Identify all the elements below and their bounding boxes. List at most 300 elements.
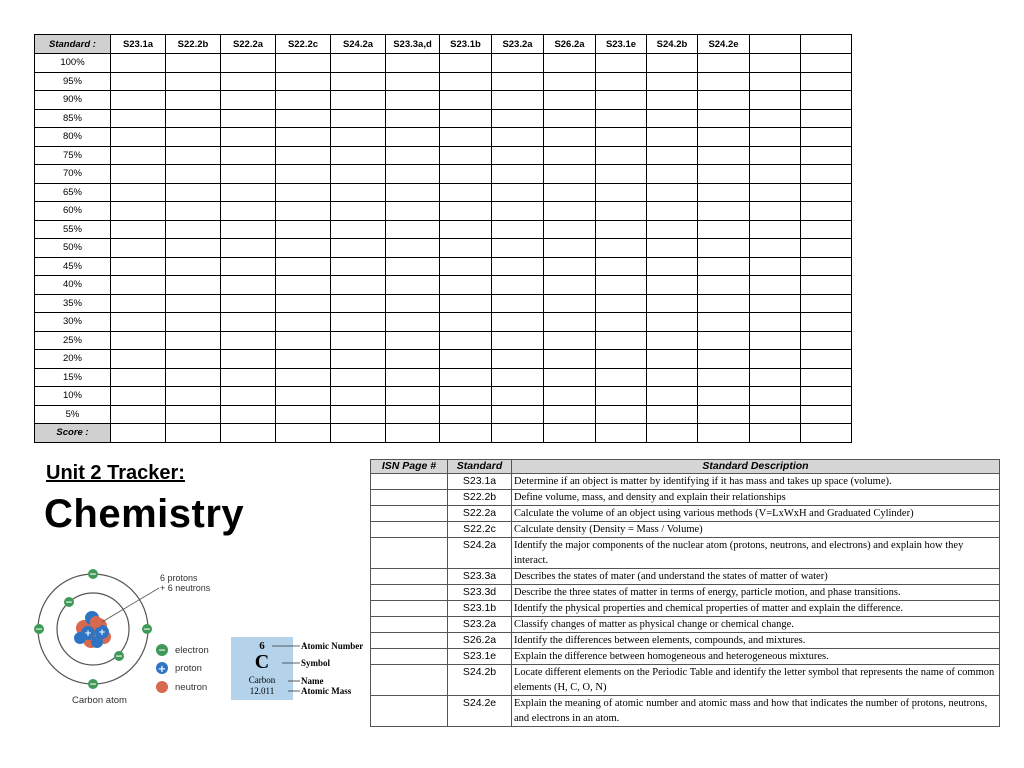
grid-score-cell[interactable] — [386, 146, 440, 165]
grid-score-cell[interactable] — [276, 165, 331, 184]
grid-score-cell[interactable] — [221, 146, 276, 165]
grid-score-cell[interactable] — [544, 72, 596, 91]
grid-score-cell[interactable] — [647, 350, 698, 369]
grid-score-cell[interactable] — [440, 220, 492, 239]
grid-score-cell[interactable] — [166, 313, 221, 332]
grid-score-cell[interactable] — [166, 165, 221, 184]
grid-final-score-cell[interactable] — [801, 424, 852, 443]
grid-score-cell[interactable] — [331, 331, 386, 350]
grid-score-cell[interactable] — [111, 220, 166, 239]
grid-score-cell[interactable] — [698, 165, 750, 184]
grid-score-cell[interactable] — [166, 220, 221, 239]
grid-final-score-cell[interactable] — [544, 424, 596, 443]
grid-score-cell[interactable] — [276, 368, 331, 387]
grid-score-cell[interactable] — [331, 146, 386, 165]
grid-score-cell[interactable] — [386, 109, 440, 128]
grid-score-cell[interactable] — [276, 202, 331, 221]
grid-score-cell[interactable] — [492, 128, 544, 147]
grid-score-cell[interactable] — [331, 109, 386, 128]
grid-score-cell[interactable] — [111, 91, 166, 110]
grid-score-cell[interactable] — [698, 109, 750, 128]
grid-final-score-cell[interactable] — [331, 424, 386, 443]
grid-score-cell[interactable] — [440, 276, 492, 295]
grid-score-cell[interactable] — [221, 165, 276, 184]
grid-score-cell[interactable] — [221, 202, 276, 221]
isn-page-cell[interactable] — [371, 665, 448, 696]
grid-score-cell[interactable] — [596, 276, 647, 295]
grid-score-cell[interactable] — [221, 91, 276, 110]
grid-score-cell[interactable] — [221, 128, 276, 147]
grid-score-cell[interactable] — [698, 72, 750, 91]
grid-score-cell[interactable] — [492, 220, 544, 239]
grid-score-cell[interactable] — [386, 294, 440, 313]
grid-score-cell[interactable] — [166, 294, 221, 313]
grid-score-cell[interactable] — [440, 239, 492, 258]
grid-score-cell[interactable] — [221, 405, 276, 424]
grid-score-cell[interactable] — [596, 294, 647, 313]
grid-score-cell[interactable] — [386, 128, 440, 147]
grid-score-cell[interactable] — [386, 239, 440, 258]
grid-score-cell[interactable] — [492, 368, 544, 387]
grid-score-cell[interactable] — [221, 368, 276, 387]
grid-score-cell[interactable] — [801, 91, 852, 110]
grid-score-cell[interactable] — [596, 331, 647, 350]
grid-score-cell[interactable] — [750, 91, 801, 110]
grid-score-cell[interactable] — [166, 387, 221, 406]
grid-score-cell[interactable] — [331, 313, 386, 332]
grid-score-cell[interactable] — [276, 313, 331, 332]
grid-score-cell[interactable] — [440, 387, 492, 406]
grid-score-cell[interactable] — [166, 128, 221, 147]
grid-score-cell[interactable] — [440, 72, 492, 91]
grid-score-cell[interactable] — [331, 54, 386, 73]
grid-score-cell[interactable] — [750, 257, 801, 276]
grid-score-cell[interactable] — [111, 146, 166, 165]
isn-page-cell[interactable] — [371, 601, 448, 617]
isn-page-cell[interactable] — [371, 585, 448, 601]
grid-score-cell[interactable] — [698, 405, 750, 424]
grid-score-cell[interactable] — [276, 72, 331, 91]
grid-score-cell[interactable] — [492, 257, 544, 276]
grid-score-cell[interactable] — [331, 220, 386, 239]
grid-score-cell[interactable] — [801, 257, 852, 276]
grid-score-cell[interactable] — [111, 128, 166, 147]
grid-score-cell[interactable] — [698, 91, 750, 110]
grid-score-cell[interactable] — [544, 146, 596, 165]
grid-score-cell[interactable] — [647, 331, 698, 350]
grid-score-cell[interactable] — [386, 220, 440, 239]
grid-score-cell[interactable] — [801, 331, 852, 350]
grid-score-cell[interactable] — [698, 276, 750, 295]
grid-score-cell[interactable] — [111, 331, 166, 350]
grid-score-cell[interactable] — [166, 202, 221, 221]
grid-score-cell[interactable] — [276, 294, 331, 313]
grid-score-cell[interactable] — [544, 239, 596, 258]
grid-score-cell[interactable] — [386, 387, 440, 406]
grid-score-cell[interactable] — [801, 276, 852, 295]
grid-score-cell[interactable] — [111, 109, 166, 128]
grid-score-cell[interactable] — [331, 368, 386, 387]
grid-score-cell[interactable] — [750, 165, 801, 184]
grid-score-cell[interactable] — [276, 220, 331, 239]
grid-score-cell[interactable] — [698, 220, 750, 239]
grid-score-cell[interactable] — [492, 202, 544, 221]
grid-score-cell[interactable] — [111, 368, 166, 387]
grid-score-cell[interactable] — [801, 109, 852, 128]
grid-score-cell[interactable] — [750, 202, 801, 221]
grid-score-cell[interactable] — [440, 257, 492, 276]
grid-score-cell[interactable] — [166, 109, 221, 128]
grid-score-cell[interactable] — [750, 294, 801, 313]
grid-score-cell[interactable] — [440, 128, 492, 147]
grid-final-score-cell[interactable] — [750, 424, 801, 443]
grid-score-cell[interactable] — [440, 350, 492, 369]
grid-score-cell[interactable] — [750, 239, 801, 258]
grid-score-cell[interactable] — [492, 387, 544, 406]
grid-score-cell[interactable] — [596, 368, 647, 387]
grid-score-cell[interactable] — [698, 368, 750, 387]
grid-final-score-cell[interactable] — [276, 424, 331, 443]
grid-score-cell[interactable] — [750, 350, 801, 369]
grid-score-cell[interactable] — [492, 313, 544, 332]
grid-score-cell[interactable] — [221, 183, 276, 202]
grid-score-cell[interactable] — [647, 276, 698, 295]
grid-score-cell[interactable] — [276, 109, 331, 128]
grid-score-cell[interactable] — [221, 220, 276, 239]
grid-score-cell[interactable] — [750, 331, 801, 350]
grid-score-cell[interactable] — [386, 54, 440, 73]
grid-score-cell[interactable] — [801, 128, 852, 147]
grid-score-cell[interactable] — [166, 54, 221, 73]
grid-score-cell[interactable] — [440, 165, 492, 184]
grid-score-cell[interactable] — [647, 313, 698, 332]
grid-score-cell[interactable] — [596, 387, 647, 406]
grid-score-cell[interactable] — [698, 294, 750, 313]
grid-score-cell[interactable] — [276, 331, 331, 350]
grid-score-cell[interactable] — [166, 276, 221, 295]
isn-page-cell[interactable] — [371, 569, 448, 585]
grid-score-cell[interactable] — [596, 405, 647, 424]
grid-score-cell[interactable] — [386, 183, 440, 202]
grid-score-cell[interactable] — [647, 128, 698, 147]
grid-score-cell[interactable] — [801, 405, 852, 424]
grid-score-cell[interactable] — [221, 350, 276, 369]
isn-page-cell[interactable] — [371, 649, 448, 665]
grid-score-cell[interactable] — [221, 72, 276, 91]
grid-score-cell[interactable] — [221, 109, 276, 128]
grid-score-cell[interactable] — [647, 202, 698, 221]
grid-final-score-cell[interactable] — [647, 424, 698, 443]
grid-score-cell[interactable] — [544, 350, 596, 369]
grid-score-cell[interactable] — [386, 257, 440, 276]
grid-score-cell[interactable] — [750, 405, 801, 424]
grid-score-cell[interactable] — [331, 183, 386, 202]
grid-score-cell[interactable] — [331, 91, 386, 110]
grid-score-cell[interactable] — [647, 109, 698, 128]
grid-final-score-cell[interactable] — [492, 424, 544, 443]
grid-score-cell[interactable] — [440, 183, 492, 202]
grid-score-cell[interactable] — [647, 146, 698, 165]
grid-score-cell[interactable] — [750, 109, 801, 128]
grid-score-cell[interactable] — [492, 183, 544, 202]
grid-score-cell[interactable] — [801, 183, 852, 202]
grid-score-cell[interactable] — [492, 146, 544, 165]
grid-final-score-cell[interactable] — [221, 424, 276, 443]
grid-score-cell[interactable] — [440, 331, 492, 350]
grid-score-cell[interactable] — [801, 294, 852, 313]
grid-score-cell[interactable] — [111, 165, 166, 184]
grid-score-cell[interactable] — [647, 257, 698, 276]
grid-score-cell[interactable] — [750, 54, 801, 73]
grid-score-cell[interactable] — [492, 276, 544, 295]
grid-score-cell[interactable] — [544, 405, 596, 424]
grid-final-score-cell[interactable] — [166, 424, 221, 443]
grid-score-cell[interactable] — [647, 239, 698, 258]
grid-score-cell[interactable] — [276, 239, 331, 258]
grid-score-cell[interactable] — [596, 54, 647, 73]
grid-score-cell[interactable] — [492, 405, 544, 424]
grid-score-cell[interactable] — [221, 387, 276, 406]
grid-score-cell[interactable] — [111, 350, 166, 369]
grid-final-score-cell[interactable] — [698, 424, 750, 443]
grid-score-cell[interactable] — [596, 202, 647, 221]
grid-score-cell[interactable] — [698, 257, 750, 276]
grid-final-score-cell[interactable] — [440, 424, 492, 443]
isn-page-cell[interactable] — [371, 522, 448, 538]
grid-score-cell[interactable] — [750, 128, 801, 147]
grid-score-cell[interactable] — [440, 146, 492, 165]
grid-score-cell[interactable] — [386, 405, 440, 424]
grid-score-cell[interactable] — [111, 257, 166, 276]
grid-score-cell[interactable] — [221, 313, 276, 332]
isn-page-cell[interactable] — [371, 633, 448, 649]
grid-score-cell[interactable] — [544, 165, 596, 184]
grid-score-cell[interactable] — [750, 146, 801, 165]
grid-score-cell[interactable] — [492, 91, 544, 110]
grid-score-cell[interactable] — [544, 109, 596, 128]
grid-score-cell[interactable] — [544, 387, 596, 406]
grid-score-cell[interactable] — [801, 165, 852, 184]
grid-score-cell[interactable] — [596, 72, 647, 91]
grid-score-cell[interactable] — [596, 220, 647, 239]
grid-score-cell[interactable] — [440, 405, 492, 424]
grid-score-cell[interactable] — [750, 72, 801, 91]
grid-score-cell[interactable] — [647, 387, 698, 406]
grid-score-cell[interactable] — [276, 183, 331, 202]
grid-score-cell[interactable] — [544, 183, 596, 202]
isn-page-cell[interactable] — [371, 490, 448, 506]
grid-score-cell[interactable] — [596, 257, 647, 276]
grid-score-cell[interactable] — [166, 146, 221, 165]
grid-score-cell[interactable] — [698, 331, 750, 350]
grid-score-cell[interactable] — [647, 72, 698, 91]
isn-page-cell[interactable] — [371, 617, 448, 633]
grid-score-cell[interactable] — [698, 54, 750, 73]
grid-score-cell[interactable] — [698, 128, 750, 147]
grid-score-cell[interactable] — [331, 405, 386, 424]
grid-score-cell[interactable] — [331, 72, 386, 91]
grid-score-cell[interactable] — [750, 220, 801, 239]
grid-score-cell[interactable] — [276, 276, 331, 295]
grid-score-cell[interactable] — [544, 202, 596, 221]
grid-score-cell[interactable] — [111, 183, 166, 202]
grid-score-cell[interactable] — [276, 91, 331, 110]
grid-score-cell[interactable] — [111, 405, 166, 424]
grid-score-cell[interactable] — [750, 183, 801, 202]
isn-page-cell[interactable] — [371, 538, 448, 569]
grid-score-cell[interactable] — [647, 91, 698, 110]
grid-score-cell[interactable] — [801, 220, 852, 239]
grid-score-cell[interactable] — [492, 294, 544, 313]
grid-score-cell[interactable] — [596, 313, 647, 332]
grid-score-cell[interactable] — [386, 331, 440, 350]
grid-score-cell[interactable] — [111, 72, 166, 91]
grid-score-cell[interactable] — [386, 276, 440, 295]
grid-score-cell[interactable] — [386, 91, 440, 110]
grid-score-cell[interactable] — [111, 202, 166, 221]
grid-score-cell[interactable] — [111, 387, 166, 406]
grid-score-cell[interactable] — [166, 91, 221, 110]
grid-score-cell[interactable] — [698, 387, 750, 406]
grid-score-cell[interactable] — [544, 257, 596, 276]
grid-score-cell[interactable] — [647, 294, 698, 313]
grid-score-cell[interactable] — [386, 350, 440, 369]
grid-score-cell[interactable] — [596, 165, 647, 184]
grid-score-cell[interactable] — [440, 313, 492, 332]
grid-score-cell[interactable] — [276, 405, 331, 424]
grid-score-cell[interactable] — [544, 368, 596, 387]
grid-score-cell[interactable] — [331, 276, 386, 295]
grid-score-cell[interactable] — [111, 54, 166, 73]
grid-score-cell[interactable] — [386, 313, 440, 332]
grid-score-cell[interactable] — [331, 294, 386, 313]
grid-score-cell[interactable] — [544, 331, 596, 350]
grid-score-cell[interactable] — [544, 128, 596, 147]
grid-score-cell[interactable] — [647, 405, 698, 424]
grid-score-cell[interactable] — [276, 350, 331, 369]
grid-score-cell[interactable] — [331, 202, 386, 221]
grid-score-cell[interactable] — [276, 128, 331, 147]
grid-score-cell[interactable] — [386, 72, 440, 91]
grid-score-cell[interactable] — [276, 54, 331, 73]
grid-score-cell[interactable] — [111, 239, 166, 258]
grid-score-cell[interactable] — [492, 239, 544, 258]
grid-score-cell[interactable] — [440, 368, 492, 387]
grid-score-cell[interactable] — [698, 146, 750, 165]
grid-score-cell[interactable] — [801, 146, 852, 165]
grid-score-cell[interactable] — [331, 165, 386, 184]
grid-score-cell[interactable] — [386, 165, 440, 184]
grid-score-cell[interactable] — [166, 350, 221, 369]
grid-score-cell[interactable] — [596, 350, 647, 369]
grid-score-cell[interactable] — [331, 239, 386, 258]
grid-score-cell[interactable] — [596, 146, 647, 165]
grid-score-cell[interactable] — [544, 91, 596, 110]
grid-score-cell[interactable] — [544, 294, 596, 313]
grid-final-score-cell[interactable] — [111, 424, 166, 443]
grid-score-cell[interactable] — [221, 331, 276, 350]
grid-score-cell[interactable] — [492, 331, 544, 350]
grid-score-cell[interactable] — [166, 72, 221, 91]
grid-score-cell[interactable] — [698, 183, 750, 202]
grid-score-cell[interactable] — [111, 313, 166, 332]
grid-score-cell[interactable] — [166, 331, 221, 350]
grid-score-cell[interactable] — [544, 220, 596, 239]
grid-score-cell[interactable] — [544, 54, 596, 73]
grid-score-cell[interactable] — [750, 276, 801, 295]
grid-score-cell[interactable] — [440, 202, 492, 221]
grid-score-cell[interactable] — [801, 72, 852, 91]
grid-score-cell[interactable] — [276, 387, 331, 406]
isn-page-cell[interactable] — [371, 696, 448, 727]
grid-score-cell[interactable] — [166, 257, 221, 276]
grid-score-cell[interactable] — [276, 257, 331, 276]
grid-score-cell[interactable] — [647, 165, 698, 184]
grid-score-cell[interactable] — [750, 313, 801, 332]
grid-score-cell[interactable] — [801, 239, 852, 258]
grid-score-cell[interactable] — [698, 313, 750, 332]
isn-page-cell[interactable] — [371, 506, 448, 522]
grid-score-cell[interactable] — [544, 313, 596, 332]
grid-score-cell[interactable] — [492, 165, 544, 184]
grid-score-cell[interactable] — [111, 294, 166, 313]
grid-score-cell[interactable] — [331, 257, 386, 276]
grid-score-cell[interactable] — [166, 368, 221, 387]
grid-score-cell[interactable] — [801, 313, 852, 332]
grid-final-score-cell[interactable] — [596, 424, 647, 443]
grid-score-cell[interactable] — [647, 220, 698, 239]
grid-score-cell[interactable] — [647, 368, 698, 387]
grid-score-cell[interactable] — [801, 387, 852, 406]
grid-score-cell[interactable] — [276, 146, 331, 165]
grid-score-cell[interactable] — [440, 109, 492, 128]
grid-score-cell[interactable] — [801, 54, 852, 73]
grid-score-cell[interactable] — [221, 276, 276, 295]
grid-score-cell[interactable] — [596, 128, 647, 147]
grid-score-cell[interactable] — [221, 257, 276, 276]
grid-score-cell[interactable] — [698, 350, 750, 369]
grid-final-score-cell[interactable] — [386, 424, 440, 443]
grid-score-cell[interactable] — [750, 368, 801, 387]
grid-score-cell[interactable] — [111, 276, 166, 295]
grid-score-cell[interactable] — [647, 54, 698, 73]
grid-score-cell[interactable] — [166, 183, 221, 202]
grid-score-cell[interactable] — [492, 109, 544, 128]
grid-score-cell[interactable] — [698, 202, 750, 221]
grid-score-cell[interactable] — [386, 368, 440, 387]
grid-score-cell[interactable] — [221, 294, 276, 313]
grid-score-cell[interactable] — [492, 54, 544, 73]
grid-score-cell[interactable] — [440, 54, 492, 73]
grid-score-cell[interactable] — [596, 239, 647, 258]
isn-page-cell[interactable] — [371, 474, 448, 490]
grid-score-cell[interactable] — [440, 294, 492, 313]
grid-score-cell[interactable] — [221, 54, 276, 73]
grid-score-cell[interactable] — [166, 239, 221, 258]
grid-score-cell[interactable] — [221, 239, 276, 258]
grid-score-cell[interactable] — [698, 239, 750, 258]
grid-score-cell[interactable] — [331, 387, 386, 406]
grid-score-cell[interactable] — [801, 202, 852, 221]
grid-score-cell[interactable] — [596, 183, 647, 202]
grid-score-cell[interactable] — [492, 350, 544, 369]
grid-score-cell[interactable] — [801, 350, 852, 369]
grid-score-cell[interactable] — [492, 72, 544, 91]
grid-score-cell[interactable] — [440, 91, 492, 110]
grid-score-cell[interactable] — [647, 183, 698, 202]
grid-score-cell[interactable] — [801, 368, 852, 387]
grid-score-cell[interactable] — [596, 91, 647, 110]
